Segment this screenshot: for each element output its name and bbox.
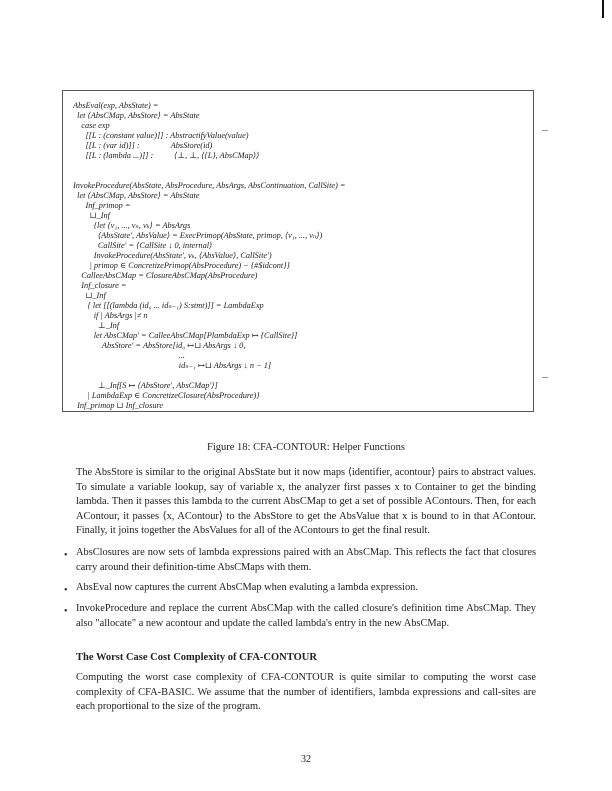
figure-code-line: let AbsCMap′ = CalleeAbsCMap[PlambdaExp ↦ {CallSite}] [73,331,298,340]
figure-code-line: Inf_primop = [73,201,131,210]
figure-code-line: ... [73,351,186,360]
figure-code-line: [[L : (var id)]] : AbsStore(id) [73,141,213,150]
figure-code-line: ⊔_Inf [73,291,106,300]
bullet-icon: • [64,585,68,596]
figure-box [62,90,534,412]
scan-edge-mark [602,0,604,18]
bullet-item: AbsClosures are now sets of lambda expressions paired with an AbsCMap. This reflects the fact that closures carry around their definition-time AbsCMaps with them. [76,547,536,573]
figure-code-line: idₙ₋₁ ↦⊔ AbsArgs ↓ n − 1] [73,361,272,370]
figure-code-line: ⟨AbsState′, AbsValue⟩ = ExecPrimop(AbsState, primop, ⟨v₁, ..., vₙ⟩) [73,231,323,240]
page-number: 32 [301,754,311,765]
figure-code-line: ⊔_Inf [73,211,110,220]
margin-mark [542,377,548,378]
figure-code-line: CalleeAbsCMap = ClosureAbsCMap(AbsProcedure) [73,271,258,280]
figure-code-line: Inf_closure = [73,281,127,290]
bullet-icon: • [64,606,68,617]
figure-code-line: Inf_primop ⊔ Inf_closure [73,401,164,410]
figure-code-line: | primop ∈ ConcretizePrimop(AbsProcedure) − {#$idcont}} [73,261,290,270]
figure-code-line: case exp [73,121,110,130]
paragraph: The AbsStore is similar to the original AbsState but it now maps ⟨identifier, acontour⟩ pairs to abstract values. To simulate a variable lookup, say of variable x, the analyzer first passes x to Container to get the binding lambda. Then it passes this lambda to the current AbsCMap to get a set of possible AContours. Then, for each AContour, it passes ⟨x, AContour⟩ to the AbsStore to get the AbsValue that x is bound to in that AContour. Finally, it joins together the AbsValues for all of the AContours to get the final result. [76,467,536,537]
figure-code-line: AbsEval(exp, AbsState) = [73,101,159,110]
figure-code-line: [[L : (constant value)]] : AbstractifyValue(value) [73,131,249,140]
figure-code-line: | LambdaExp ∈ ConcretizeClosure(AbsProcedure)} [73,391,260,400]
figure-code-line: CallSite′ = ⟨CallSite ↓ 0, internal⟩ [73,241,213,250]
figure-code-line: let ⟨AbsCMap, AbsStore⟩ = AbsState [73,111,200,120]
figure-code-line: { let [[(lambda (id₀ ... idₙ₋₁) S:stmt)]] = LambdaExp [73,301,264,310]
bullet-icon: • [64,550,68,561]
figure-code-line: InvokeProcedure(AbsState′, vₖ, ⟨AbsValue⟩, CallSite′) [73,251,272,260]
bullet-item: AbsEval now captures the current AbsCMap when evaluting a lambda expression. [76,582,418,593]
figure-code-line: [[L : (lambda ...)]] : ⟨⊥, ⊥, ⟨{L}, AbsCMap⟩⟩ [73,151,260,160]
paragraph: Computing the worst case complexity of CFA-CONTOUR is quite similar to computing the worst case complexity of CFA-BASIC. We assume that the number of identifiers, lambda expressions and call-sites are each proportional to the size of the program. [76,672,536,713]
figure-code-line: ⊥_Inf [73,321,120,330]
figure-caption: Figure 18: CFA-CONTOUR: Helper Functions [207,442,405,453]
figure-code-line: InvokeProcedure(AbsState, AbsProcedure, AbsArgs, AbsContinuation, CallSite) = [73,181,346,190]
figure-code-line: if | AbsArgs |≠ n [73,311,148,320]
margin-mark [542,130,548,131]
section-heading: The Worst Case Cost Complexity of CFA-CONTOUR [76,652,317,663]
figure-code-line: {let ⟨v₁, ..., vₙ, vₖ⟩ = AbsArgs [73,221,191,230]
figure-code-line: AbsStore′ = AbsStore[id₀ ↦⊔ AbsArgs ↓ 0, [73,341,246,350]
bullet-item: InvokeProcedure and replace the current AbsCMap with the called closure's definition time AbsCMap. They also "allocate" a new acontour and update the called lambda's entry in the new AbsCMap. [76,603,536,629]
figure-code-line: let ⟨AbsCMap, AbsStore⟩ = AbsState [73,191,200,200]
figure-code-line: ⊥_Inf[S ↦ ⟨AbsStore′, AbsCMap′⟩] [73,381,218,390]
